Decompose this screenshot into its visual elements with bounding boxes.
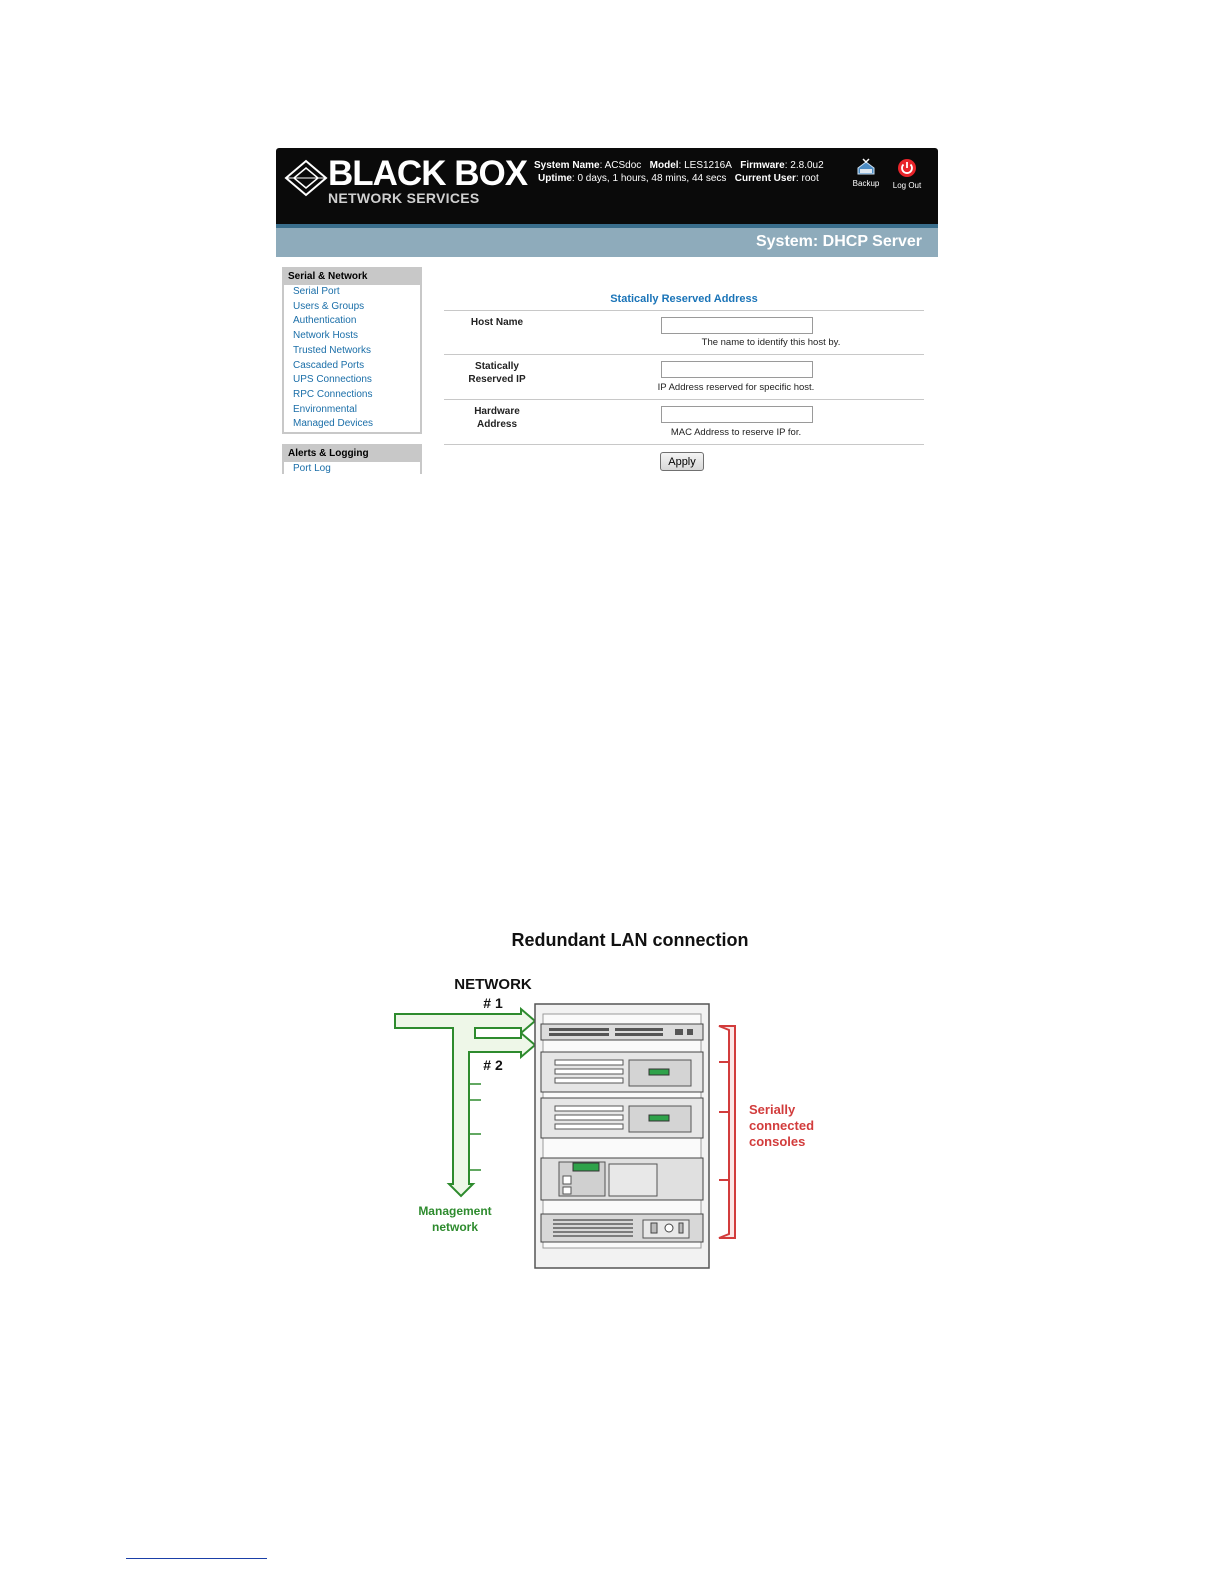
- system-info: System Name: ACSdoc Model: LES1216A Firmware: 2.8.0u2 Uptime: 0 days, 1 hours, 48 mins, 44 secs Current User: root: [534, 160, 824, 184]
- figure-title: Redundant LAN connection: [511, 930, 749, 950]
- sidebar-item-users-groups[interactable]: Users & Groups: [293, 300, 365, 312]
- logout-button[interactable]: [887, 158, 927, 190]
- management-label-line1: Management: [418, 1204, 492, 1218]
- apply-button[interactable]: Apply: [660, 452, 704, 471]
- reserved-ip-input[interactable]: [661, 361, 813, 378]
- backup-button[interactable]: [846, 158, 886, 188]
- network-pipes: [395, 1009, 535, 1196]
- divider: [444, 399, 924, 400]
- uptime-label: Uptime: [538, 173, 572, 184]
- server-rack: [535, 1004, 709, 1268]
- current-user-label: Current User: [734, 173, 796, 184]
- page-title-bar: [276, 228, 938, 257]
- sidebar-item-port-log[interactable]: Port Log: [293, 463, 331, 474]
- sidebar-item-cascaded-ports[interactable]: Cascaded Ports: [293, 359, 365, 371]
- serial-label-line1: Serially: [749, 1102, 796, 1117]
- sidebar-section-title: Serial & Network: [284, 269, 420, 285]
- sidebar-alerts-logging: [282, 444, 422, 474]
- page-title: System: DHCP Server: [755, 233, 922, 250]
- sidebar-item-managed-devices[interactable]: Managed Devices: [293, 418, 374, 430]
- network-1-label: # 1: [483, 995, 503, 1011]
- sidebar-item-environmental[interactable]: Environmental: [293, 403, 357, 415]
- system-name-label: System Name: [534, 160, 600, 171]
- brand-subtitle: NETWORK SERVICES: [328, 190, 480, 206]
- serial-label-line3: consoles: [749, 1134, 806, 1149]
- reserved-ip-label: [444, 360, 550, 386]
- brand-name: BLACK BOX: [328, 154, 528, 193]
- host-name-input[interactable]: [661, 317, 813, 334]
- hardware-address-label-line1: Hardware: [474, 406, 520, 417]
- sidebar-item-network-hosts[interactable]: Network Hosts: [293, 330, 359, 342]
- sidebar-item-ups-connections[interactable]: UPS Connections: [293, 374, 372, 386]
- black-box-logo-icon: [284, 158, 330, 198]
- firmware-value: 2.8.0u2: [790, 160, 824, 171]
- firmware-label: Firmware: [740, 160, 785, 171]
- hardware-address-input[interactable]: [661, 406, 813, 423]
- serial-console-bracket: [719, 1026, 735, 1238]
- sidebar-item-authentication[interactable]: Authentication: [293, 315, 357, 327]
- current-user-value: root: [801, 173, 819, 184]
- management-taps: [469, 1084, 481, 1170]
- hardware-address-hint: MAC Address to reserve IP for.: [670, 427, 802, 438]
- logout-label: Log Out: [892, 181, 922, 190]
- backup-label: Backup: [852, 179, 880, 188]
- dhcp-server-screenshot: [276, 148, 938, 474]
- header-bar: [276, 148, 938, 224]
- uptime-value: 0 days, 1 hours, 48 mins, 44 secs: [577, 173, 727, 184]
- sidebar-section-title: Alerts & Logging: [284, 446, 420, 462]
- serial-label-line2: connected: [749, 1118, 815, 1133]
- redundant-lan-diagram: [393, 958, 825, 1270]
- form-title: Statically Reserved Address: [610, 293, 758, 305]
- footnote-rule: [126, 1558, 267, 1559]
- divider: [444, 310, 924, 311]
- network-2-label: # 2: [483, 1057, 503, 1073]
- reserved-ip-hint: IP Address reserved for specific host.: [657, 382, 815, 393]
- model-label: Model: [649, 160, 679, 171]
- sidebar-item-trusted-networks[interactable]: Trusted Networks: [293, 344, 371, 356]
- divider: [444, 444, 924, 445]
- system-name-value: ACSdoc: [604, 160, 642, 171]
- sidebar-item-rpc-connections[interactable]: RPC Connections: [293, 388, 373, 400]
- divider: [444, 354, 924, 355]
- reserved-ip-label-line1: Statically: [475, 361, 519, 372]
- host-name-hint: The name to identify this host by.: [701, 337, 841, 348]
- hardware-address-label: [444, 405, 550, 431]
- host-name-label: Host Name: [470, 317, 524, 328]
- hardware-address-label-line2: Address: [476, 419, 517, 430]
- sidebar-item-serial-port[interactable]: Serial Port: [293, 286, 340, 297]
- network-label: NETWORK: [454, 976, 532, 993]
- backup-icon: [855, 158, 877, 176]
- management-label-line2: network: [431, 1220, 479, 1234]
- model-value: LES1216A: [684, 160, 732, 171]
- power-icon: [897, 158, 917, 178]
- sidebar-serial-network: [282, 267, 422, 434]
- reserved-ip-label-line2: Reserved IP: [468, 374, 526, 385]
